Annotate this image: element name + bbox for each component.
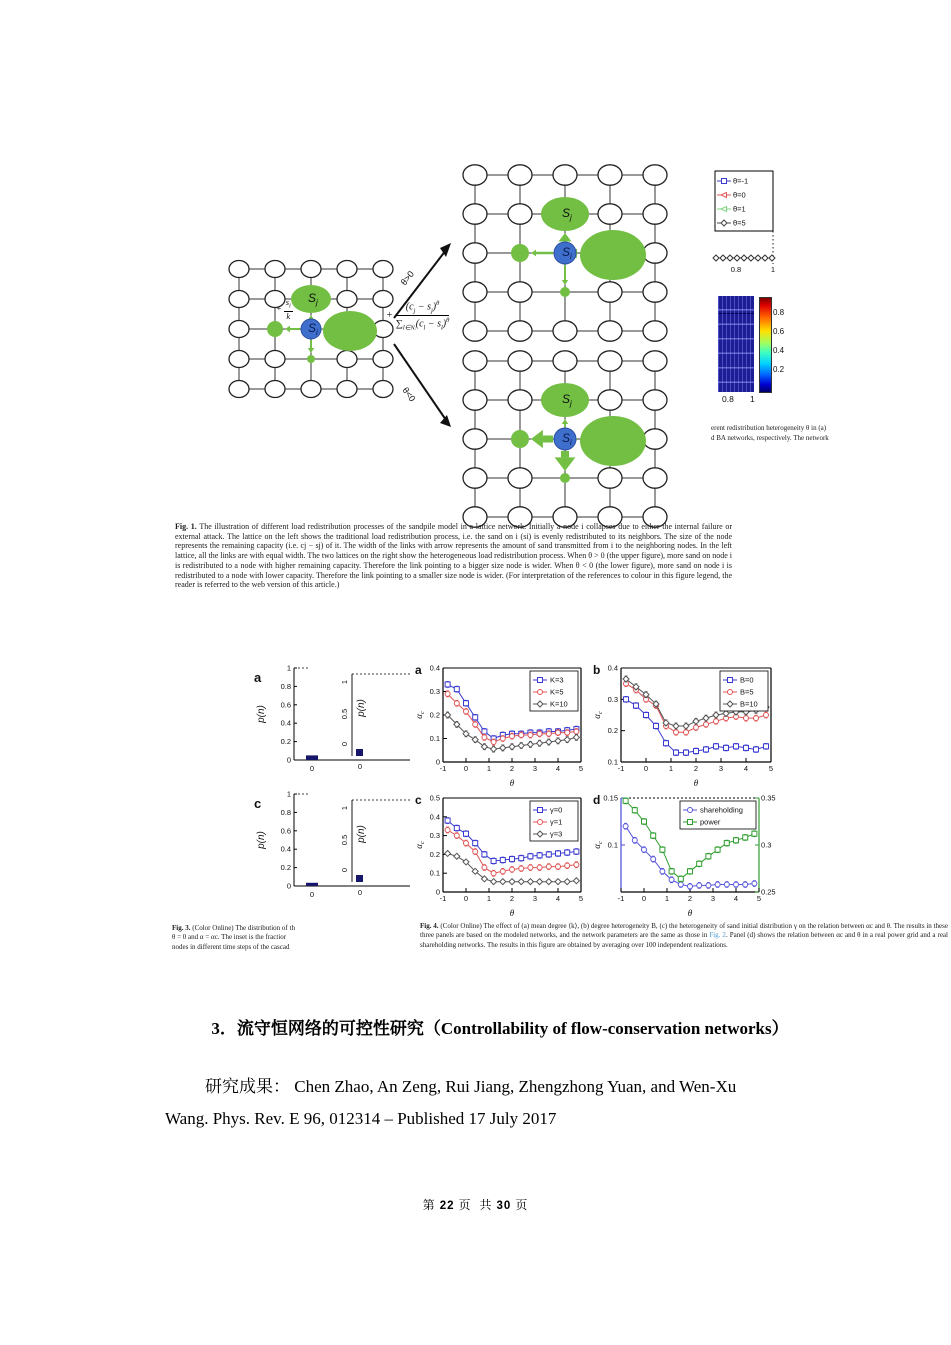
svg-text:0.5: 0.5	[340, 834, 349, 846]
svg-text:power: power	[700, 817, 721, 827]
svg-text:B=10: B=10	[740, 699, 758, 709]
lattice-theta-positive	[458, 158, 674, 348]
svg-text:1: 1	[664, 894, 670, 903]
svg-text:4: 4	[555, 764, 561, 773]
colorbar-tick: 0.2	[773, 365, 785, 374]
svg-text:4: 4	[733, 894, 739, 903]
svg-text:0.6: 0.6	[280, 700, 291, 710]
svg-text:4: 4	[555, 894, 561, 903]
svg-text:Sj: $S_j$	[562, 392, 572, 408]
svg-text:0.4: 0.4	[280, 844, 291, 854]
svg-text:1: 1	[668, 764, 674, 773]
svg-text:B=0: B=0	[740, 675, 754, 685]
svg-text:0: 0	[643, 764, 649, 773]
svg-text:c: c	[415, 793, 422, 807]
colorbar	[759, 297, 772, 393]
svg-text:0: 0	[357, 888, 363, 897]
svg-text:K=3: K=3	[550, 675, 564, 685]
svg-text:0: 0	[309, 764, 315, 773]
svg-text:θ=0: θ=0	[733, 190, 746, 200]
heatmap-xtick: 0.8	[722, 394, 734, 404]
theta-legend-miniplot	[712, 166, 788, 278]
svg-text:αc: $\alpha_c$	[592, 711, 604, 719]
page-footer: 第 22 页 共 30 页	[422, 1198, 529, 1212]
svg-text:0: 0	[463, 764, 469, 773]
plus-sign: +	[276, 302, 282, 313]
svg-text:-1: -1	[617, 894, 625, 903]
svg-text:0.4: 0.4	[429, 663, 440, 673]
svg-text:5: 5	[578, 894, 584, 903]
svg-text:0.5: 0.5	[340, 708, 349, 720]
redistribution-formula	[386, 300, 449, 332]
svg-text:θ: θ	[509, 908, 515, 918]
svg-text:0: 0	[435, 757, 440, 767]
svg-text:0.3: 0.3	[607, 694, 618, 704]
svg-text:p(n): p(n)	[256, 831, 267, 849]
svg-text:5: 5	[756, 894, 762, 903]
fig4-caption-label: Fig. 4.	[420, 922, 439, 930]
svg-text:0.6: 0.6	[280, 826, 291, 836]
svg-text:0.3: 0.3	[761, 840, 772, 850]
fig2-link[interactable]: Fig. 2	[709, 931, 726, 940]
svg-text:αc: $\alpha_c$	[414, 711, 426, 719]
section-heading: 3．流守恒网络的可控性研究（Controllability of flow-conservation networks）	[211, 1019, 789, 1038]
svg-text:B=5: B=5	[740, 687, 754, 697]
svg-text:0.2: 0.2	[607, 726, 618, 736]
svg-text:Si: $S_i$	[562, 431, 572, 447]
svg-text:5: 5	[768, 764, 774, 773]
svg-text:1: 1	[340, 679, 349, 685]
svg-text:-1: -1	[617, 764, 625, 773]
svg-text:3: 3	[718, 764, 724, 773]
svg-text:a: a	[415, 663, 422, 677]
svg-text:0: 0	[641, 894, 647, 903]
side-caption-fragment: erent redistribution heterogeneity θ in (a) d BA networks, respectively. The network	[711, 424, 829, 442]
svg-text:0.25: 0.25	[761, 887, 776, 897]
svg-text:1: 1	[486, 894, 492, 903]
svg-text:θ=1: θ=1	[733, 204, 746, 214]
svg-text:0.1: 0.1	[429, 734, 440, 743]
svg-text:0.1: 0.1	[607, 757, 618, 767]
svg-text:0.8: 0.8	[280, 681, 291, 691]
svg-text:θ=5: θ=5	[733, 218, 746, 228]
colorbar-tick: 0.8	[773, 308, 785, 317]
svg-text:5: 5	[578, 764, 584, 773]
svg-text:2: 2	[509, 894, 515, 903]
fig4-caption: Fig. 4. (Color Online) The effect of (a) mean degree ⟨k⟩, (b) degree heterogeneity B, (c) the heterogeneity of sand initial distribution γ on the relation between αc and θ. The results in these three panels are based on the modeled networks, and the network parameters are the same as those in Fig. 2. Panel (d) shows the relation between αc and θ in a real power grid and a real shareholding networks. The results in this figure are obtained by averaging over 100 independent realizations.	[420, 922, 948, 949]
fig4-panel-d	[591, 788, 785, 919]
svg-text:K=5: K=5	[550, 687, 564, 697]
si-over-k-term: + $\frac{s_i}{k}$	[276, 297, 291, 321]
svg-text:a: a	[254, 670, 262, 685]
branch-arrows	[378, 228, 478, 444]
svg-text:-1: -1	[439, 764, 447, 773]
svg-text:Sj: $S_j$	[308, 291, 318, 307]
heatmap-xtick: 1	[750, 394, 755, 404]
theta-negative-label: θ<0	[400, 385, 418, 404]
svg-text:0.3: 0.3	[429, 831, 440, 841]
heatmap-image	[718, 296, 754, 392]
svg-text:0.1: 0.1	[429, 868, 440, 878]
fig1-caption-text: The illustration of different load redistribution processes of the sandpile model in a lattice network. Initially a node i collapses due to either the internal failure or external attack. The lattice on the left shows the traditional load redistribution process, i.e. the sand on i (si) is evenly redistributed to its neighbors. The size of the node represents the remaining capacity (i.e. cj − sj) of it. The width of the links with arrow represents the amount of sand transmitted from i to the neighboring nodes. In the left lattice, all the links are with equal width. The two lattices on the right show the heterogeneous load redistribution process. When θ > 0 (the upper figure), more sand on node i is redistributed to a node with higher remaining capacity. Therefore the link pointing to a bigger size node is wider. When θ < 0 (the lower figure), more sand on node i is redistributed to a node with lower capacity. Therefore the link pointing to a smaller size node is wider. (For interpretation of the references to colour in this figure legend, the reader is referred to the web version of this article.)	[175, 522, 733, 590]
lattice-left	[222, 252, 402, 406]
svg-text:0.8: 0.8	[280, 807, 291, 817]
svg-text:0.35: 0.35	[761, 793, 776, 803]
svg-text:2: 2	[687, 894, 693, 903]
svg-text:Si: $S_i$	[562, 245, 572, 261]
lattice-theta-negative	[458, 344, 674, 534]
svg-text:3: 3	[532, 894, 538, 903]
fig3-panel-a	[252, 660, 412, 784]
svg-text:4: 4	[743, 764, 749, 773]
theta-positive-label: θ>0	[398, 269, 416, 288]
svg-text:θ: θ	[687, 908, 693, 918]
research-result-line2: Wang. Phys. Rev. E 96, 012314 – Published 17 July 2017	[165, 1109, 557, 1128]
fig1-caption-label: Fig. 1.	[175, 522, 197, 531]
svg-text:p(n): p(n)	[356, 825, 367, 843]
svg-text:1: 1	[340, 805, 349, 811]
svg-text:αc: $\alpha_c$	[414, 841, 426, 849]
svg-text:2: 2	[509, 764, 515, 773]
svg-text:Si: $S_i$	[308, 321, 318, 337]
svg-text:0.1: 0.1	[607, 840, 618, 850]
svg-text:1: 1	[486, 764, 492, 773]
svg-text:γ=3: γ=3	[550, 829, 563, 839]
fig4-panel-c	[413, 788, 591, 919]
svg-text:0: 0	[435, 887, 440, 897]
svg-text:θ: θ	[509, 778, 515, 788]
svg-text:1: 1	[286, 789, 291, 799]
svg-text:0: 0	[340, 741, 349, 747]
svg-text:p(n): p(n)	[356, 699, 367, 717]
svg-text:0.4: 0.4	[607, 663, 618, 673]
svg-text:0.15: 0.15	[603, 793, 618, 803]
svg-text:0.3: 0.3	[429, 687, 440, 696]
svg-text:0.2: 0.2	[280, 737, 291, 747]
svg-text:0: 0	[340, 867, 349, 873]
page-number: 22	[439, 1200, 455, 1212]
svg-text:p(n): p(n)	[256, 705, 267, 723]
fig3-caption: Fig. 3. (Color Online) The distribution of th θ = 0 and α = αc. The inset is the fractior nodes in different time steps of the cascad	[172, 924, 295, 951]
formula-denominator: $\sum_{l\in Nᵢ}(c_l - s_l)^\theta$	[395, 317, 450, 332]
svg-text:1: 1	[770, 265, 776, 274]
fig1-caption	[175, 522, 732, 590]
svg-text:d: d	[593, 793, 601, 807]
total-pages: 30	[496, 1200, 512, 1212]
svg-text:0: 0	[357, 762, 363, 771]
fig3-caption-label: Fig. 3.	[172, 924, 191, 932]
svg-text:3: 3	[532, 764, 538, 773]
svg-text:0: 0	[309, 890, 315, 899]
formula-numerator: $(c_j - s_j)^\theta$	[396, 300, 450, 316]
svg-text:0: 0	[286, 755, 291, 765]
svg-text:c: c	[254, 796, 262, 811]
svg-text:0.2: 0.2	[429, 849, 440, 859]
fig4-panel-b	[591, 658, 781, 789]
svg-text:θ: θ	[693, 778, 699, 788]
svg-text:0.2: 0.2	[280, 863, 291, 873]
fig4-panel-a	[413, 658, 591, 789]
svg-text:-1: -1	[439, 894, 447, 903]
plus-sign: +	[386, 310, 393, 322]
research-result-line1: 研究成果： Chen Zhao, An Zeng, Rui Jiang, Zhengzhong Yuan, and Wen-Xu	[205, 1077, 737, 1096]
colorbar-tick: 0.4	[773, 346, 785, 355]
svg-text:0.4: 0.4	[429, 812, 440, 822]
svg-text:Sj: $S_j$	[562, 206, 572, 222]
fig3-panel-c	[252, 786, 412, 910]
svg-text:γ=1: γ=1	[550, 817, 563, 827]
svg-text:K=10: K=10	[550, 699, 568, 709]
svg-text:0: 0	[286, 881, 291, 891]
svg-text:1: 1	[286, 663, 291, 673]
svg-text:0.4: 0.4	[280, 718, 291, 728]
arrow-down-head	[440, 415, 451, 427]
svg-text:0.2: 0.2	[429, 710, 440, 720]
svg-text:γ=0: γ=0	[550, 805, 563, 815]
svg-text:θ=-1: θ=-1	[733, 176, 749, 186]
svg-text:2: 2	[693, 764, 699, 773]
colorbar-tick: 0.6	[773, 327, 785, 336]
svg-text:shareholding: shareholding	[700, 805, 743, 815]
svg-text:b: b	[593, 663, 601, 677]
svg-text:0.5: 0.5	[429, 793, 440, 803]
svg-text:3: 3	[710, 894, 716, 903]
svg-text:0: 0	[463, 894, 469, 903]
svg-text:αc: $\alpha_c$	[592, 841, 604, 849]
svg-text:0.8: 0.8	[730, 265, 742, 274]
